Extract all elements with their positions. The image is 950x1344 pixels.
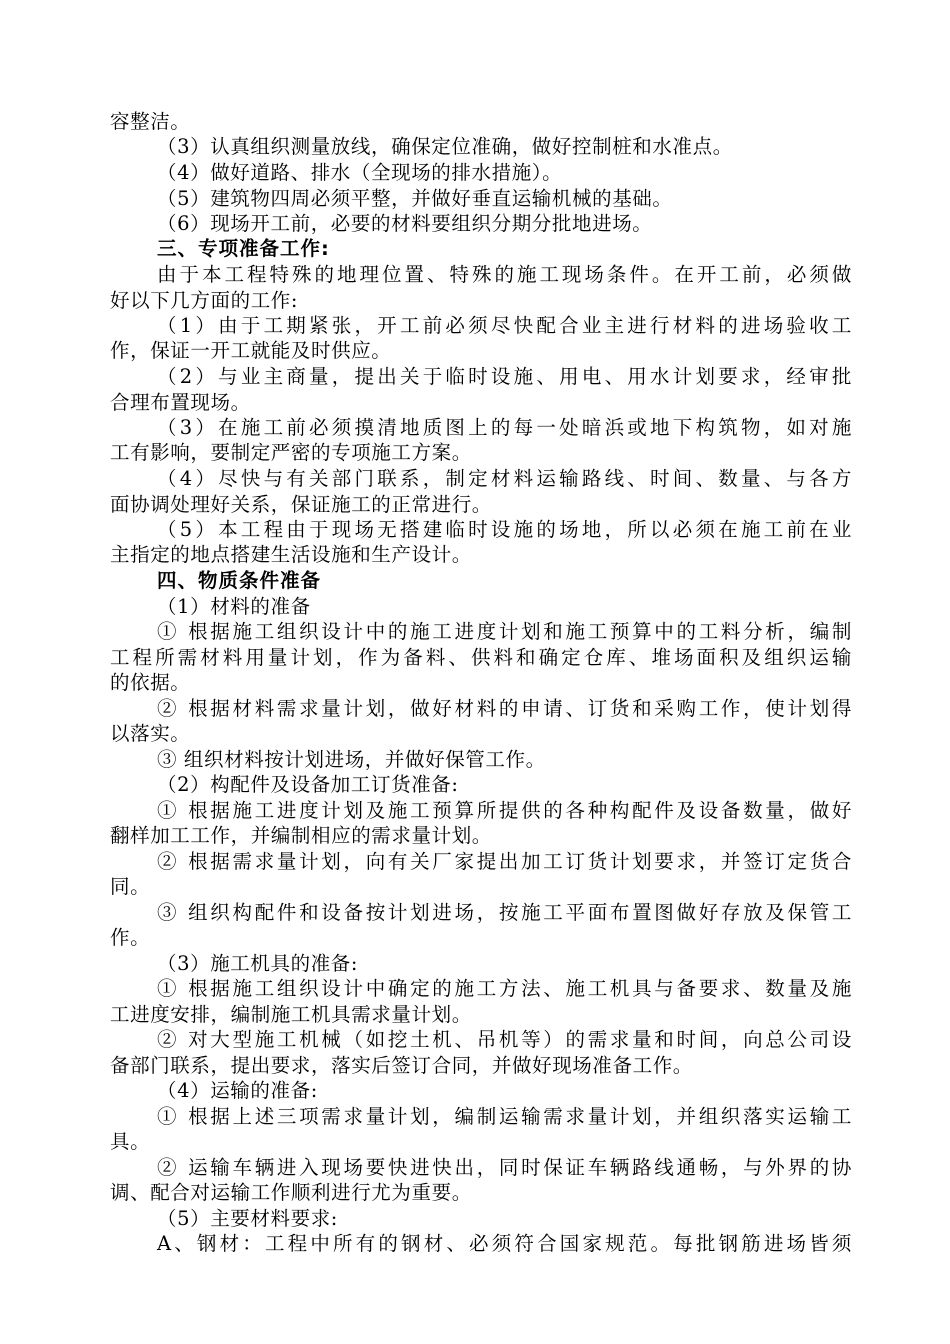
text-line: ① 根据上述三项需求量计划，编制运输需求量计划，并组织落实运输工: [157, 1105, 852, 1128]
section-heading: 四、物质条件准备: [157, 569, 322, 592]
text-line: （1）材料的准备: [157, 595, 311, 618]
text-line: （4）尽快与有关部门联系，制定材料运输路线、时间、数量、与各方: [157, 467, 852, 490]
text-line: （6）现场开工前，必要的材料要组织分期分批地进场。: [157, 212, 653, 235]
text-line: （4）做好道路、排水（全现场的排水措施）。: [157, 161, 563, 184]
text-line: （5）建筑物四周必须平整，并做好垂直运输机械的基础。: [157, 187, 673, 210]
text-line: 工程所需材料用量计划，作为备料、供料和确定仓库、堆场面积及组织运输: [110, 646, 852, 669]
text-line: 工进度安排，编制施工机具需求量计划。: [110, 1003, 472, 1026]
text-line: 好以下几方面的工作:: [110, 289, 299, 312]
text-line: 主指定的地点搭建生活设施和生产设计。: [110, 543, 472, 566]
text-line: （3）施工机具的准备:: [157, 952, 359, 975]
text-line: 具。: [110, 1130, 151, 1153]
text-line: ② 对大型施工机械（如挖土机、吊机等）的需求量和时间，向总公司设: [157, 1028, 852, 1051]
text-line: （2）构配件及设备加工订货准备:: [157, 773, 459, 796]
text-line: （4）运输的准备:: [157, 1079, 318, 1102]
text-line: ① 根据施工组织设计中确定的施工方法、施工机具与备要求、数量及施: [157, 977, 852, 1000]
text-line: 面协调处理好关系，保证施工的正常进行。: [110, 493, 492, 516]
text-line: ③ 组织构配件和设备按计划进场，按施工平面布置图做好存放及保管工: [157, 901, 852, 924]
text-line: ① 根据施工组织设计中的施工进度计划和施工预算中的工料分析，编制: [157, 620, 852, 643]
text-line: 合理布置现场。: [110, 391, 251, 414]
text-line: （1）由于工期紧张，开工前必须尽快配合业主进行材料的进场验收工: [157, 314, 852, 337]
text-line: ① 根据施工进度计划及施工预算所提供的各种构配件及设备数量，做好: [157, 799, 852, 822]
text-line: 的依据。: [110, 671, 191, 694]
text-line: （2）与业主商量，提出关于临时设施、用电、用水计划要求，经审批: [157, 365, 852, 388]
text-line: 同。: [110, 875, 151, 898]
text-line: 翻样加工工作，并编制相应的需求量计划。: [110, 824, 492, 847]
text-line: 备部门联系，提出要求，落实后签订合同，并做好现场准备工作。: [110, 1054, 693, 1077]
text-line: 以落实。: [110, 722, 191, 745]
text-line: A、钢材：工程中所有的钢材、必须符合国家规范。每批钢筋进场皆须: [157, 1232, 852, 1255]
text-line: ③ 组织材料按计划进场，并做好保管工作。: [157, 748, 546, 771]
text-line: 作，保证一开工就能及时供应。: [110, 339, 392, 362]
text-line: 调、配合对运输工作顺利进行尤为重要。: [110, 1181, 472, 1204]
text-line: （3）在施工前必须摸清地质图上的每一处暗浜或地下构筑物，如对施: [157, 416, 852, 439]
section-heading: 三、专项准备工作:: [157, 237, 330, 260]
text-line: （3）认真组织测量放线，确保定位准确，做好控制桩和水准点。: [157, 135, 733, 158]
text-line: 工有影响，要制定严密的专项施工方案。: [110, 441, 472, 464]
text-line: ② 运输车辆进入现场要快进快出，同时保证车辆路线通畅，与外界的协: [157, 1156, 852, 1179]
text-line: （5）主要材料要求:: [157, 1207, 338, 1230]
text-line: （5）本工程由于现场无搭建临时设施的场地，所以必须在施工前在业: [157, 518, 852, 541]
text-line: ② 根据材料需求量计划，做好材料的申请、订货和采购工作，使计划得: [157, 697, 852, 720]
text-line: ② 根据需求量计划，向有关厂家提出加工订货计划要求，并签订定货合: [157, 850, 852, 873]
text-line: 由于本工程特殊的地理位置、特殊的施工现场条件。在开工前，必须做: [157, 263, 852, 286]
text-line: 作。: [110, 926, 151, 949]
text-line: 容整洁。: [110, 110, 191, 133]
